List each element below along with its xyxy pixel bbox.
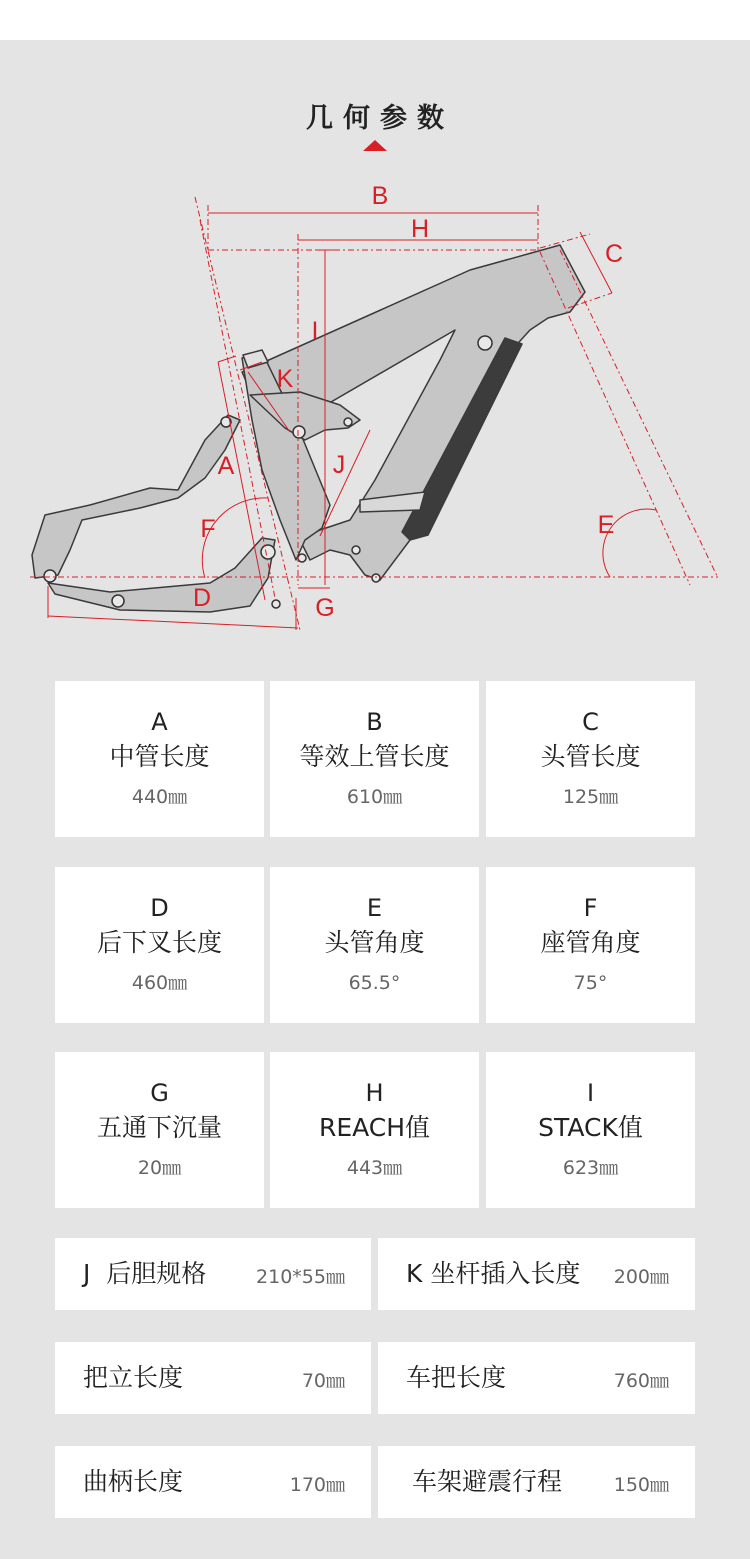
- page-title: 几何参数: [306, 103, 454, 134]
- row-value: 760㎜: [613, 1370, 669, 1392]
- label-E: E: [597, 511, 615, 539]
- spec-card-D: [55, 867, 264, 1023]
- row-label: 车架避震行程: [412, 1467, 563, 1496]
- spec-value: 75°: [573, 972, 608, 994]
- label-J: J: [332, 451, 346, 479]
- row-label: J 后胆规格: [83, 1259, 207, 1288]
- row-value: 170㎜: [289, 1474, 345, 1496]
- row-label: 把立长度: [83, 1363, 184, 1392]
- row-label: 曲柄长度: [83, 1467, 184, 1496]
- spec-card-G: [55, 1052, 264, 1208]
- frame-geometry-diagram: [0, 0, 750, 640]
- spec-name: 后下叉长度: [96, 928, 222, 957]
- spec-name: 头管长度: [540, 742, 641, 771]
- spec-value: 20㎜: [137, 1157, 182, 1179]
- spec-letter: E: [366, 894, 383, 922]
- spec-name: 头管角度: [324, 928, 425, 957]
- row-card-seatpost-insert: [378, 1238, 695, 1310]
- label-F: F: [200, 515, 216, 543]
- label-A: A: [217, 452, 235, 480]
- label-D: D: [192, 584, 212, 612]
- spec-value: 443㎜: [346, 1157, 403, 1179]
- label-G: G: [315, 594, 335, 622]
- row-value: 200㎜: [613, 1266, 669, 1288]
- spec-letter: B: [366, 708, 383, 736]
- spec-letter: H: [365, 1079, 384, 1107]
- row-value: 210*55㎜: [256, 1266, 345, 1288]
- spec-value: 65.5°: [348, 972, 401, 994]
- spec-value: 610㎜: [346, 786, 403, 808]
- row-card-rear-shock: [55, 1238, 371, 1310]
- bike-frame: [32, 245, 585, 612]
- spec-letter: D: [150, 894, 169, 922]
- spec-letter: C: [582, 708, 599, 736]
- label-H: H: [410, 215, 430, 243]
- spec-letter: A: [151, 708, 168, 736]
- spec-letter: G: [150, 1079, 169, 1107]
- spec-value: 440㎜: [131, 786, 188, 808]
- label-K: K: [276, 365, 294, 393]
- spec-value: 460㎜: [131, 972, 188, 994]
- spec-card-H: [270, 1052, 479, 1208]
- spec-value: 623㎜: [562, 1157, 619, 1179]
- spec-name: REACH值: [318, 1113, 431, 1142]
- row-label: 车把长度: [406, 1363, 507, 1392]
- row-label: K 坐杆插入长度: [406, 1259, 581, 1288]
- row-card-crank-length: [55, 1446, 371, 1518]
- label-B: B: [371, 182, 389, 210]
- spec-card-F: [486, 867, 695, 1023]
- spec-letter: F: [583, 894, 598, 922]
- label-I: I: [311, 317, 319, 345]
- spec-name: 中管长度: [109, 742, 210, 771]
- row-card-stem-length: [55, 1342, 371, 1414]
- row-card-handlebar-length: [378, 1342, 695, 1414]
- spec-card-I: [486, 1052, 695, 1208]
- spec-letter: I: [586, 1079, 595, 1107]
- spec-card-E: [270, 867, 479, 1023]
- spec-name: 五通下沉量: [96, 1113, 222, 1142]
- row-value: 150㎜: [613, 1474, 669, 1496]
- spec-card-B: [270, 681, 479, 837]
- label-C: C: [604, 240, 624, 268]
- spec-card-A: [55, 681, 264, 837]
- spec-name: 座管角度: [540, 928, 641, 957]
- spec-name: STACK值: [538, 1113, 643, 1142]
- spec-card-C: [486, 681, 695, 837]
- row-value: 70㎜: [301, 1370, 345, 1392]
- spec-name: 等效上管长度: [299, 742, 450, 771]
- row-card-suspension-travel: [378, 1446, 695, 1518]
- spec-value: 125㎜: [562, 786, 619, 808]
